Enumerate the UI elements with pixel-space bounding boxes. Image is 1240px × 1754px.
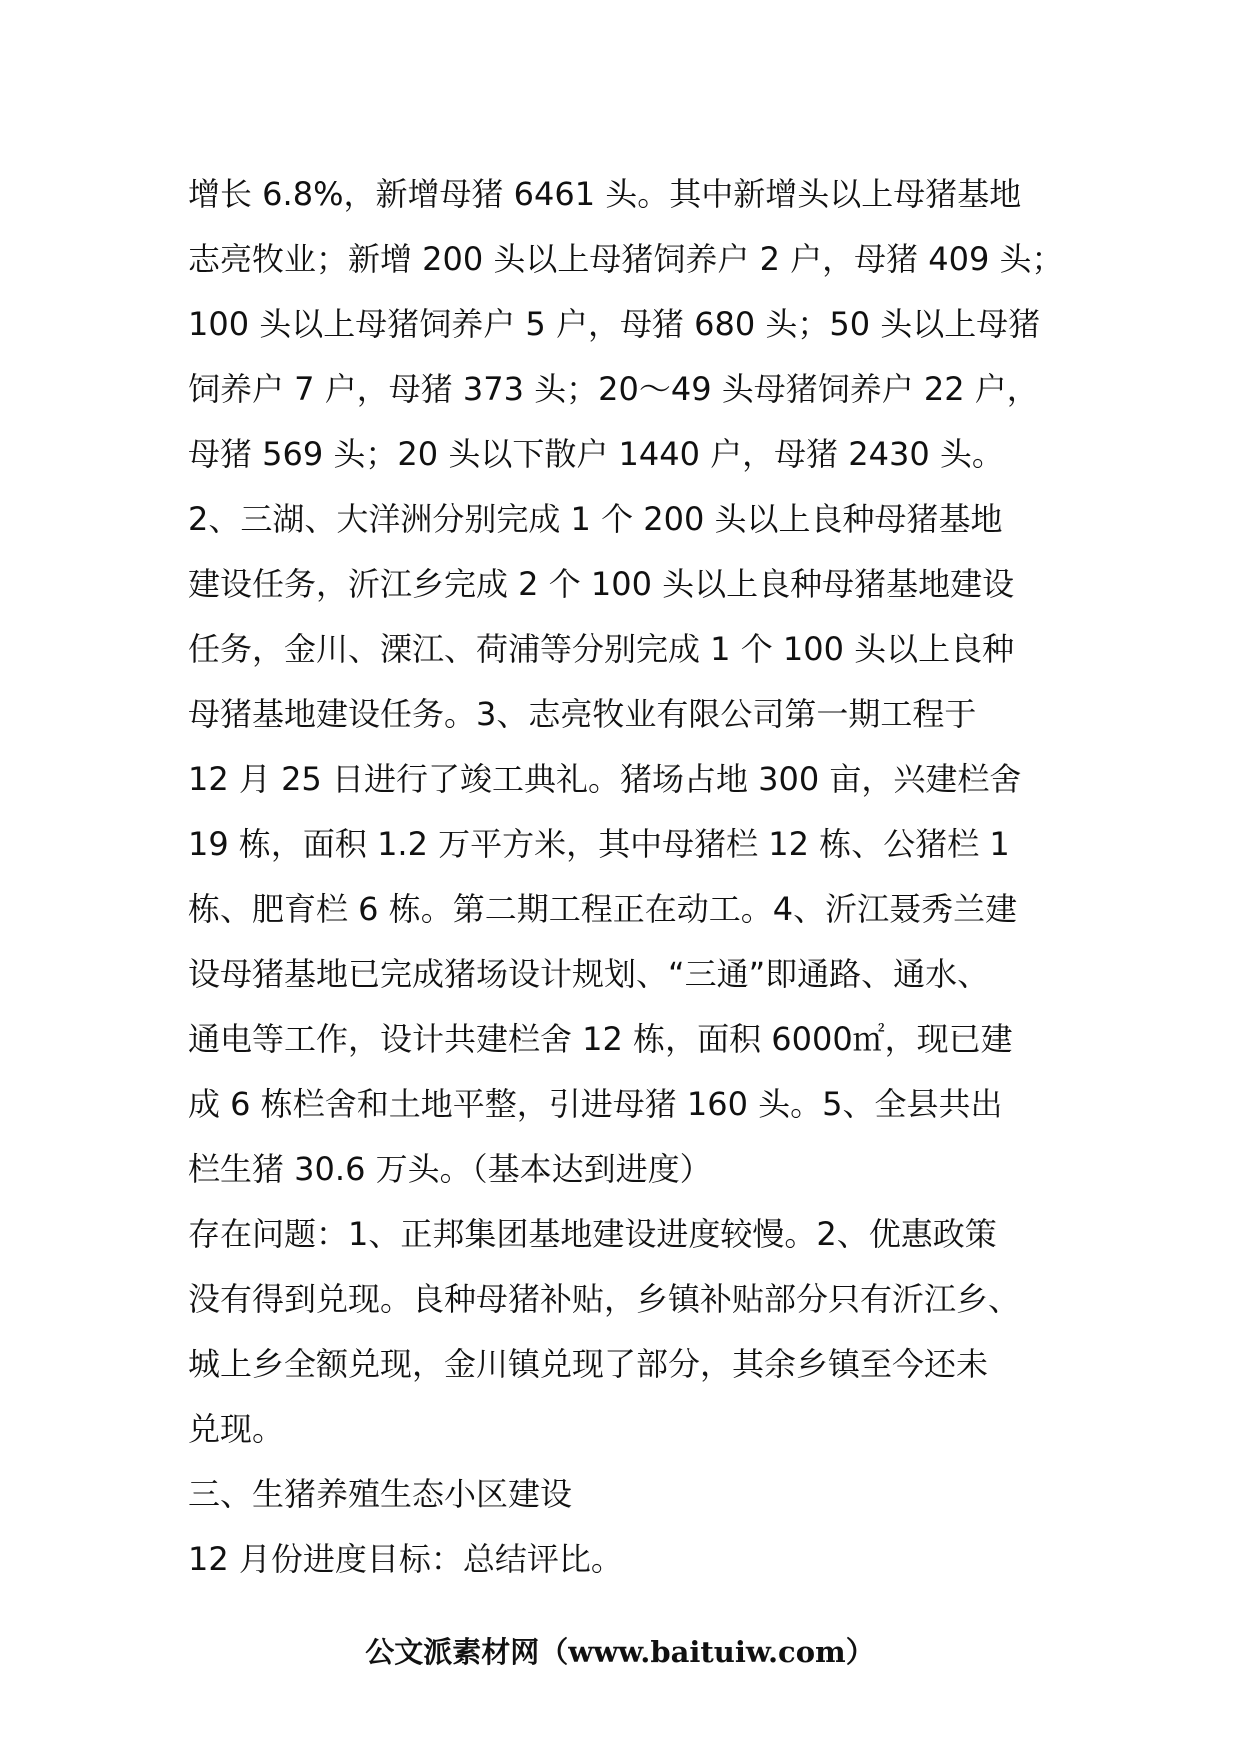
text-line: 19 栋，面积 1.2 万平方米，其中母猪栏 12 栋、公猪栏 1 xyxy=(188,825,1010,863)
text-line: 增长 6.8%，新增母猪 6461 头。其中新增头以上母猪基地 xyxy=(188,175,1022,213)
section-heading: 三、生猪养殖生态小区建设 xyxy=(188,1475,573,1513)
text-line: 设母猪基地已完成猪场设计规划、“三通”即通路、通水、 xyxy=(188,955,990,993)
text-line: 兑现。 xyxy=(188,1410,285,1448)
text-line: 没有得到兑现。良种母猪补贴，乡镇补贴部分只有沂江乡、 xyxy=(188,1280,1021,1318)
text-line: 饲养户 7 户，母猪 373 头；20～49 头母猪饲养户 22 户， xyxy=(188,370,1039,408)
text-line: 栏生猪 30.6 万头。（基本达到进度） xyxy=(188,1150,712,1188)
text-line: 12 月 25 日进行了竣工典礼。猪场占地 300 亩，兴建栏舍 xyxy=(188,760,1022,798)
text-line: 2、三湖、大洋洲分别完成 1 个 200 头以上良种母猪基地 xyxy=(188,500,1003,538)
text-line: 成 6 栋栏舍和土地平整，引进母猪 160 头。5、全县共出 xyxy=(188,1085,1003,1123)
text-line: 母猪 569 头；20 头以下散户 1440 户，母猪 2430 头。 xyxy=(188,435,1004,473)
document-body xyxy=(188,162,1068,1592)
text-line: 100 头以上母猪饲养户 5 户，母猪 680 头；50 头以上母猪 xyxy=(188,305,1041,343)
text-line: 城上乡全额兑现，金川镇兑现了部分，其余乡镇至今还未 xyxy=(188,1345,989,1383)
text-line: 存在问题：1、正邦集团基地建设进度较慢。2、优惠政策 xyxy=(188,1215,997,1253)
text-line: 栋、肥育栏 6 栋。第二期工程正在动工。4、沂江聂秀兰建 xyxy=(188,890,1018,928)
text-line: 通电等工作，设计共建栏舍 12 栋，面积 6000㎡，现已建 xyxy=(188,1020,1013,1058)
text-line: 志亮牧业；新增 200 头以上母猪饲养户 2 户，母猪 409 头； xyxy=(188,240,1064,278)
text-line: 母猪基地建设任务。3、志亮牧业有限公司第一期工程于 xyxy=(188,695,977,733)
footer-watermark: 公文派素材网（www.baituiw.com） xyxy=(365,1635,875,1669)
text-line: 任务，金川、溧江、荷浦等分别完成 1 个 100 头以上良种 xyxy=(188,630,1015,668)
text-line: 建设任务，沂江乡完成 2 个 100 头以上良种母猪基地建设 xyxy=(188,565,1015,603)
text-line: 12 月份进度目标：总结评比。 xyxy=(188,1540,623,1578)
